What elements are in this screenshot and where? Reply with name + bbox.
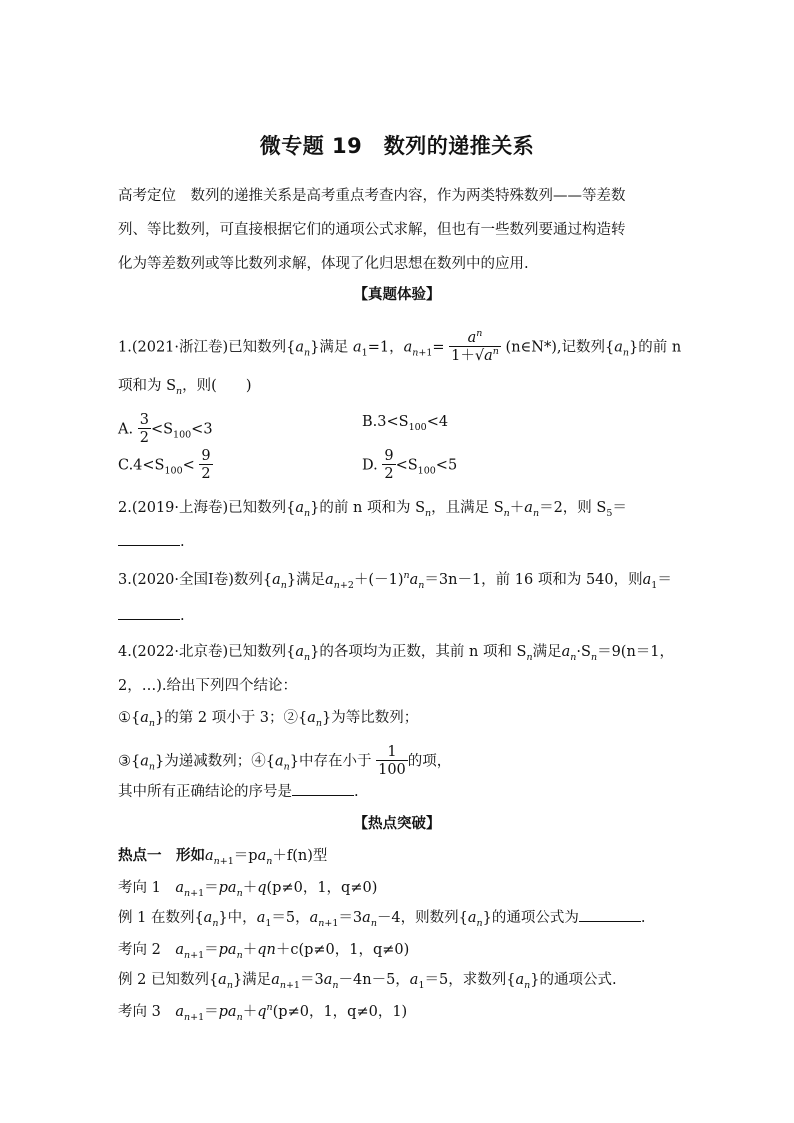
hot-point-1-heading: 热点一 形如$a_{n+1}=pa_n+f(n)$型: [118, 847, 328, 867]
direction-2: 考向 2 $a_{n+1}=pa_n+qn+c(p\ne 0$，1，q≠0): [118, 942, 410, 961]
conclusion-1-2: $①\{a_n\}$的第 2 项小于 3；$②\{a_n\}$为等比数列；: [118, 710, 419, 729]
section-heading-hot-points: 【热点突破】: [353, 815, 441, 832]
example-2: 例 2 已知数列$\{a_n\}$满足$a_{n+1}=3a_n-4n-5$，$a_1=5$，求数列$\{a_n\}$的通项公式.: [118, 972, 617, 991]
question-1-line-1: 1.(2021·浙江卷)已知数列$\{a_n\}$满足 $a_1=1$，$a_{n+1}=$ $\frac{a^n}{1+√a^n}$ (n∈N*),记数列$\{a_n\}$的前 n: [118, 328, 682, 364]
question-3-answer-blank: .: [118, 606, 185, 626]
question-3-line-1: 3.(2020·全国Ⅰ卷)数列$\{a_n\}$满足$a_{n+2}+(-1)^na_n=3n-1$，前 16 项和为 540，则$a_1=$: [118, 570, 672, 591]
example-1: 例 1 在数列$\{a_n\}$中，$a_1=5$，$a_{n+1}=3a_n-4$，则数列$\{a_n\}$的通项公式为 .: [118, 910, 646, 929]
intro-line-2: 列、等比数列，可直接根据它们的通项公式求解，但也有一些数列要通过构造转: [118, 222, 626, 238]
direction-3: 考向 3 $a_{n+1}=pa_n+q^n(p\ne 0$，1，q≠0，1): [118, 1002, 408, 1023]
question-4-line-1: 4.(2022·北京卷)已知数列$\{a_n\}$的各项均为正数，其前 n 项和 $S_n$满足$a_n\cdot S_n=9(n=1$，: [118, 644, 675, 663]
conclusion-3-4: $③\{a_n\}$为递减数列；$④\{a_n\}$中存在小于 $\frac{1}{100}$ 的项，: [118, 744, 452, 778]
intro-line-1: 高考定位 数列的递推关系是高考重点考查内容，作为两类特殊数列——等差数: [118, 188, 626, 204]
option-b: $B.3<S_{100}<4$: [362, 414, 449, 433]
recurrence-fraction: $\frac{a^n}{1+√a^n}$: [451, 328, 499, 364]
option-c: $C.4<S_{100}<$ $\frac{9}{2}$: [118, 448, 211, 482]
question-2-line-1: 2.(2019·上海卷)已知数列$\{a_n\}$的前 n 项和为 $S_n$，且满足 $S_n+a_n=2$，则 $S_5=$: [118, 500, 627, 519]
option-a: A. $\frac{3}{2}$ $<S_{100}<3$: [118, 412, 213, 446]
intro-line-3: 化为等差数列或等比数列求解，体现了化归思想在数列中的应用.: [118, 256, 529, 272]
option-d: D. $\frac{9}{2}$ $<S_{100}<5$: [362, 448, 458, 482]
page-title: 微专题 19 数列的递推关系: [259, 134, 535, 158]
section-heading-real-questions: 【真题体验】: [353, 286, 441, 303]
question-2-answer-blank: .: [118, 532, 185, 552]
question-1-line-2: 项和为 $S_n$，则( ): [118, 378, 252, 397]
question-4-last-line: 其中所有正确结论的序号是 .: [118, 784, 359, 800]
direction-1: 考向 1 $a_{n+1}=pa_n+q(p\ne 0$，1，q≠0): [118, 880, 378, 899]
question-4-line-2: 2，…).给出下列四个结论：: [118, 678, 297, 694]
